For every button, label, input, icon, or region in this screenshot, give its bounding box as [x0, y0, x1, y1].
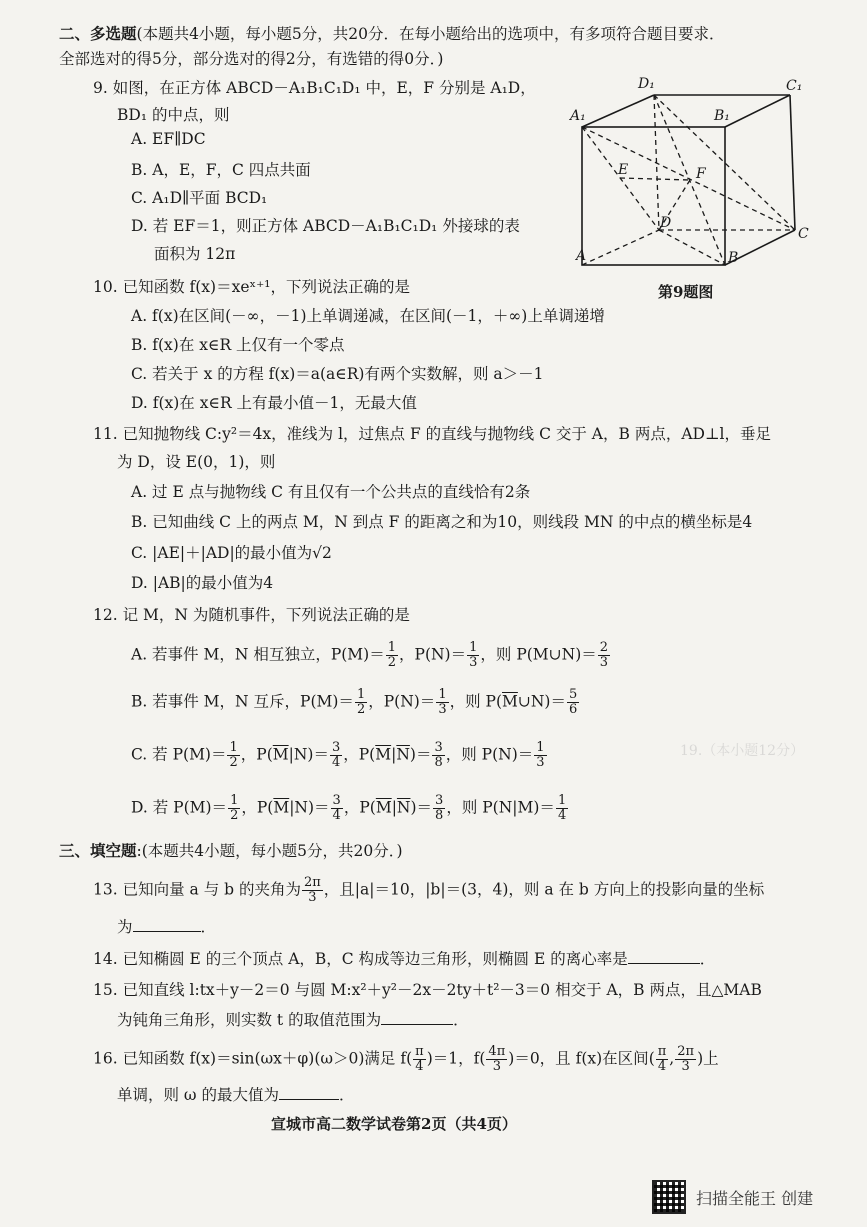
page-footer: 宣城市高二数学试卷第2页（共4页）: [271, 1115, 517, 1133]
q12-option-a: [131, 641, 611, 670]
q9-text: 如图，在正方体 ABCD－A₁B₁C₁D₁ 中，E，F 分别是 A₁D，: [112, 79, 536, 97]
label-A1: A₁: [570, 108, 586, 124]
text: ＝1，f: [432, 1049, 480, 1068]
answer-blank[interactable]: [133, 931, 201, 932]
q9-option-d2: 面积为 12π: [154, 245, 236, 263]
q11-option-d: D. |AB|的最小值为4: [131, 574, 274, 592]
q11-text: 已知抛物线 C:y²＝4x，准线为 l，过焦点 F 的直线与抛物线 C 交于 A，B 两点，AD⊥l，垂足: [122, 425, 771, 443]
section2-heading-line: [59, 22, 725, 44]
qr-code-icon: [652, 1180, 686, 1214]
bleed-through-text: [40, 770, 860, 790]
q13-stem1: [93, 876, 764, 905]
question-number: 14.: [93, 950, 118, 968]
q9-option-a: A. EF∥DC: [131, 130, 206, 148]
complement-n: $\overline{N}$: [396, 745, 410, 764]
fraction: $\frac{1}{3}$: [469, 640, 478, 670]
complement-m: $\overline{M}$: [502, 692, 518, 711]
text: 上: [703, 1049, 719, 1068]
question-number: 11.: [93, 425, 118, 443]
label-F: F: [696, 166, 706, 182]
text: ，P(N)＝: [368, 692, 436, 711]
q11-stem2: 为 D，设 E(0，1)，则: [117, 453, 276, 471]
complement-m: $\overline{M}$: [375, 745, 392, 764]
edge-C1C: [790, 95, 795, 230]
question-number: 9.: [93, 79, 108, 97]
answer-blank[interactable]: [628, 963, 700, 964]
q13-stem2: 为 ．: [117, 918, 217, 936]
front-face: [582, 127, 725, 265]
segment-EF: [620, 178, 690, 180]
text: |N)＝: [289, 798, 330, 817]
fraction: $\frac{4\pi}{3}$: [488, 1044, 506, 1074]
fraction: $\frac{1}{2}$: [230, 793, 239, 823]
fraction: $\frac{2\pi}{3}$: [677, 1044, 695, 1074]
label-B: B: [728, 250, 739, 266]
complement-m: $\overline{M}$: [375, 798, 392, 817]
fraction: $\frac{\pi}{4}$: [415, 1044, 424, 1074]
q9-option-c: C. A₁D∥平面 BCD₁: [131, 189, 268, 207]
text: 为钝角三角形，则实数 t 的取值范围为: [117, 1011, 382, 1029]
text: ∪N)＝: [517, 692, 566, 711]
label-D1: D₁: [638, 76, 655, 92]
fraction: $\frac{1}{2}$: [356, 687, 366, 717]
q12-option-b: [131, 688, 580, 717]
text: ，P(: [241, 798, 274, 817]
q10-option-a: A. f(x)在区间(－∞，－1)上单调递减，在区间(－1，＋∞)上单调递增: [131, 307, 605, 325]
answer-blank[interactable]: [279, 1099, 339, 1100]
fraction: $\frac{3}{4}$: [331, 740, 341, 770]
fraction: $\frac{1}{2}$: [229, 740, 238, 770]
label-C1: C₁: [786, 78, 803, 94]
q12-text: 记 M，N 为随机事件，下列说法正确的是: [122, 606, 410, 624]
q10-option-c: C. 若关于 x 的方程 f(x)＝a(a∈R)有两个实数解，则 a＞－1: [131, 365, 544, 383]
q12-stem: [93, 603, 410, 625]
text: ，则 P(N)＝: [445, 745, 534, 764]
complement-n: $\overline{N}$: [396, 798, 411, 817]
label-E: E: [618, 162, 629, 178]
diag-A1C: [582, 127, 795, 230]
text: 单调，则 ω 的最大值为: [117, 1086, 279, 1104]
text: 为: [117, 918, 133, 936]
text: 已知椭圆 E 的三个顶点 A，B，C 构成等边三角形，则椭圆 E 的离心率是: [122, 950, 628, 968]
bleed-through-text: 19.（本小题12分）: [680, 743, 805, 759]
label-A: A: [576, 248, 587, 264]
scanner-watermark: [652, 1180, 813, 1214]
q11-option-a: A. 过 E 点与抛物线 C 有且仅有一个公共点的直线恰有2条: [131, 483, 531, 501]
answer-blank[interactable]: [381, 1024, 453, 1025]
figure-caption: 第9题图: [658, 283, 714, 301]
scanner-label: 扫描全能王 创建: [696, 1188, 814, 1208]
fraction: $\frac{2}{3}$: [599, 640, 609, 670]
fraction: $\frac{3}{8}$: [435, 793, 444, 823]
q16-stem1: 16. 已知函数 f(x)＝sin(ωx＋φ)(ω＞0)满足 f( $\frac{\pi}{4}$ )＝1，f( $\frac{4\pi}{3}$ )＝0，且 f(x)在区间( $\frac{\pi}{4}$ , $\frac{2\pi}{3}$ )上: [93, 1044, 719, 1074]
text: ，则 P(M∪N)＝: [480, 645, 597, 664]
section3-intro: :(本题共4小题，每小题5分，共20分．): [136, 842, 403, 860]
q11-option-c: C. |AE|＋|AD|的最小值为√2: [131, 544, 332, 562]
q9-option-d1: D. 若 EF＝1，则正方体 ABCD－A₁B₁C₁D₁ 外接球的表: [131, 217, 520, 235]
text: ，则 P(N|M)＝: [446, 798, 555, 817]
text: D. 若 P(M)＝: [131, 798, 228, 817]
fraction: $\frac{1}{4}$: [557, 793, 567, 823]
q9-stem1: [93, 76, 536, 98]
section3-heading-line: [59, 839, 403, 861]
text: C. 若 P(M)＝: [131, 745, 227, 764]
label-B1: B₁: [714, 108, 730, 124]
q15-stem1: [93, 978, 762, 1000]
complement-m: $\overline{M}$: [273, 798, 290, 817]
q11-option-b: B. 已知曲线 C 上的两点 M，N 到点 F 的距离之和为10，则线段 MN 的中点的横坐标是4: [131, 513, 753, 531]
diag-DB: [659, 230, 725, 265]
section2-intro: (本题共4小题，每小题5分，共20分．在每小题给出的选项中，有多项符合题目要求．: [136, 25, 725, 43]
label-D: D: [660, 215, 672, 231]
text: ，且|a|＝10，|b|＝(3，4)，则 a 在 b 方向上的投影向量的坐标: [323, 880, 765, 899]
text: ＝0，且 f(x)在区间: [514, 1049, 649, 1068]
edge-AD: [582, 230, 659, 265]
fraction: $\frac{1}{3}$: [536, 740, 545, 770]
question-number: 10.: [93, 278, 118, 296]
question-number: 15.: [93, 981, 118, 999]
edge-D1A1: [582, 95, 654, 127]
q10-stem: [93, 275, 410, 297]
text: ，P(N)＝: [399, 645, 467, 664]
text: 已知直线 l:tx＋y－2＝0 与圆 M:x²＋y²－2x－2ty＋t²－3＝0 相交于 A，B 两点，且△MAB: [122, 981, 762, 999]
q10-option-d: D. f(x)在 x∈R 上有最小值－1，无最大值: [131, 394, 417, 412]
q12-option-c: C. 若 P(M)＝ $\frac{1}{2}$ ，$P(\overline{M}|N)=$ $\frac{3}{4}$ ，$P(\overline{M}|\overline{N})=$ $\frac{3}{8}$ ，则 P(N)＝ $\frac{1}{3}$: [131, 740, 545, 770]
q12-option-d: D. 若 P(M)＝ $\frac{1}{2}$ ，$P(\overline{M}|N)=$ $\frac{3}{4}$ ，$P(\overline{M}|\overline{N})=$ $\frac{3}{8}$ ，则 P(N|M)＝ $\frac{1}{4}$: [131, 793, 567, 823]
text: ，P(: [240, 745, 273, 764]
fraction: $\frac{5}{6}$: [568, 687, 578, 717]
section2-heading: 二、多选题: [59, 24, 137, 43]
fraction: $\frac{3}{4}$: [332, 793, 341, 823]
fraction: $\frac{\pi}{4}$: [657, 1044, 667, 1074]
q9-stem2: BD₁ 的中点，则: [117, 106, 230, 124]
complement-m: $\overline{M}$: [272, 745, 289, 764]
question-number: 12.: [93, 606, 118, 624]
fraction: $\frac{1}{3}$: [438, 687, 447, 717]
text: B. 若事件 M，N 互斥，P(M)＝: [131, 692, 354, 711]
q14-stem: 14. 已知椭圆 E 的三个顶点 A，B，C 构成等边三角形，则椭圆 E 的离心率是 ．: [93, 950, 716, 968]
q11-stem1: [93, 422, 771, 444]
text: A. 若事件 M，N 相互独立，P(M)＝: [131, 645, 385, 664]
fraction: $\frac{3}{8}$: [434, 740, 443, 770]
section2-intro-line2: 全部选对的得5分，部分选对的得2分，有选错的得0分．): [59, 50, 444, 68]
cube-figure: [568, 74, 828, 279]
text: |N)＝: [288, 745, 329, 764]
fraction: $\frac{1}{2}$: [387, 640, 397, 670]
text: ，则 P(: [449, 692, 502, 711]
q10-option-b: B. f(x)在 x∈R 上仅有一个零点: [131, 336, 345, 354]
question-number: 13.: [93, 880, 118, 899]
question-number: 16.: [93, 1049, 118, 1068]
text: ，P(: [343, 745, 376, 764]
q10-text: 已知函数 f(x)＝xeˣ⁺¹，下列说法正确的是: [122, 278, 410, 296]
q16-stem2: 单调，则 ω 的最大值为 ．: [117, 1086, 355, 1104]
edge-C1B1: [725, 95, 790, 127]
text: ，P(: [343, 798, 376, 817]
text: 已知向量 a 与 b 的夹角为: [122, 880, 301, 899]
q9-option-b: B. A，E，F，C 四点共面: [131, 161, 311, 179]
q15-stem2: 为钝角三角形，则实数 t 的取值范围为 ．: [117, 1011, 469, 1029]
section3-heading: 三、填空题: [59, 841, 137, 860]
text: 已知函数 f(x)＝sin(ωx＋φ)(ω＞0)满足 f: [122, 1049, 407, 1068]
fraction: $\frac{2\pi}{3}$: [303, 875, 321, 905]
label-C: C: [798, 226, 809, 242]
